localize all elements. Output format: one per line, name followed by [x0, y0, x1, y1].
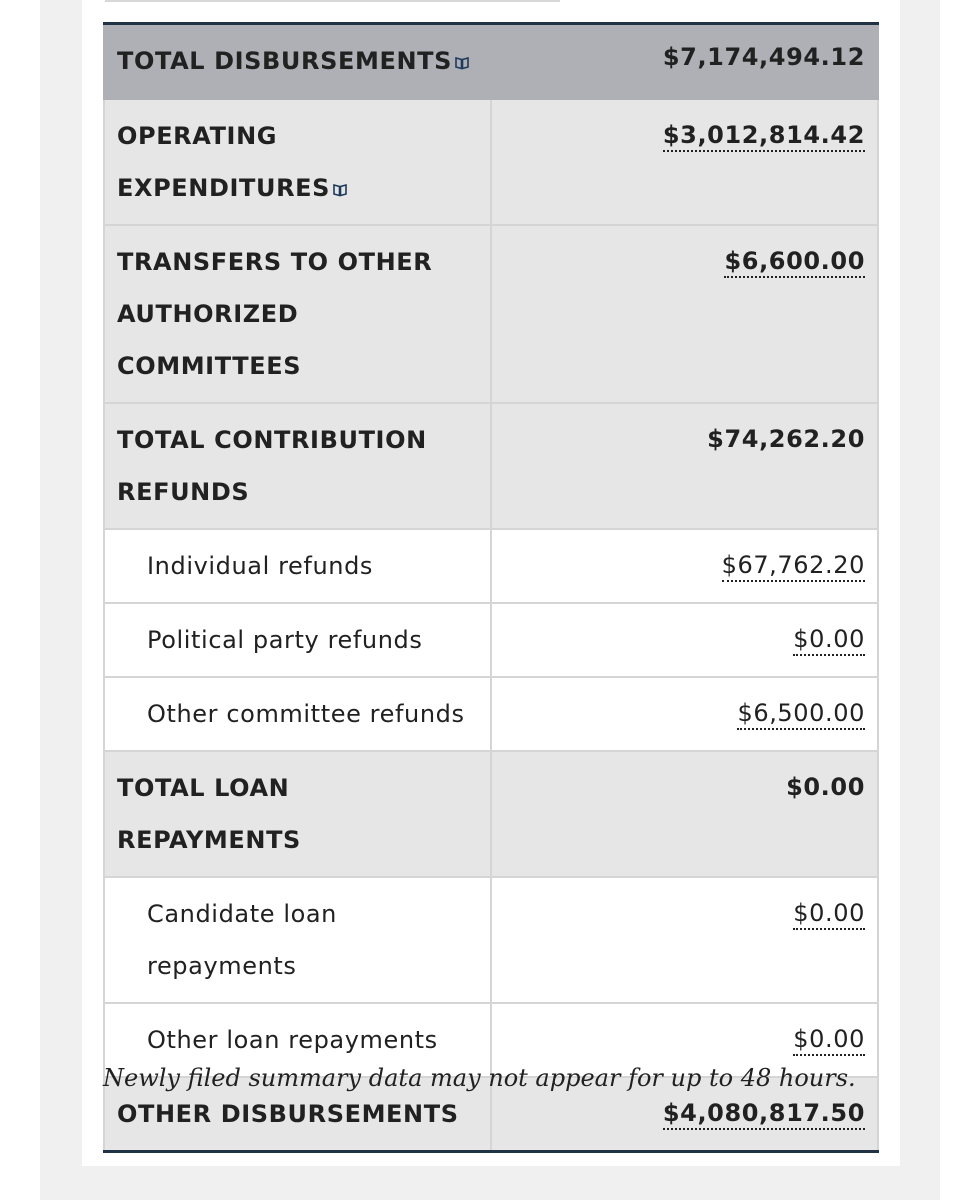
disbursements-summary-table [103, 22, 879, 1153]
individual-refunds-amount-link[interactable]: $67,762.20 [722, 530, 877, 580]
other-committee-refunds-amount-link[interactable]: $6,500.00 [737, 678, 877, 728]
political-party-refunds-label: Political party refunds [147, 625, 423, 654]
table-row-transfers [104, 225, 878, 403]
total-loan-repayments-amount: $0.00 [786, 772, 865, 801]
total-contribution-refunds-amount: $74,262.20 [707, 424, 865, 453]
table-row-total-disbursements [104, 24, 878, 99]
table-row-other-committee-refunds [104, 677, 878, 751]
table-row-individual-refunds [104, 529, 878, 603]
table-row-candidate-loan-repayments [104, 877, 878, 1003]
political-party-refunds-amount-link[interactable]: $0.00 [793, 604, 877, 654]
total-contribution-refunds-label: TOTAL CONTRIBUTION REFUNDS [117, 425, 427, 506]
operating-expenditures-label: OPERATING EXPENDITURES [117, 121, 331, 202]
other-disbursements-amount-link[interactable]: $4,080,817.50 [663, 1078, 877, 1128]
table-row-total-contribution-refunds [104, 403, 878, 529]
total-disbursements-label: TOTAL DISBURSEMENTS [117, 47, 453, 76]
glossary-book-icon[interactable] [333, 183, 347, 197]
transfers-label: TRANSFERS TO OTHER AUTHORIZED COMMITTEES [117, 247, 433, 380]
data-delay-note: Newly filed summary data may not appear for up to 48 hours. [103, 1064, 856, 1092]
total-disbursements-amount: $7,174,494.12 [662, 43, 865, 72]
other-loan-repayments-amount-link[interactable]: $0.00 [793, 1004, 877, 1054]
candidate-loan-repayments-amount-link[interactable]: $0.00 [793, 878, 877, 928]
total-loan-repayments-label: TOTAL LOAN REPAYMENTS [117, 773, 301, 854]
table-row-total-loan-repayments [104, 751, 878, 877]
individual-refunds-label: Individual refunds [147, 551, 374, 580]
total-disbursements-label-cell [104, 24, 491, 99]
other-committee-refunds-label: Other committee refunds [147, 699, 465, 728]
table-row-operating-expenditures [104, 99, 878, 225]
table-row-political-party-refunds [104, 603, 878, 677]
operating-expenditures-amount-link[interactable]: $3,012,814.42 [663, 100, 877, 150]
other-loan-repayments-label: Other loan repayments [147, 1025, 438, 1054]
total-disbursements-amount-cell [491, 24, 878, 99]
previous-section-edge [105, 0, 560, 2]
glossary-book-icon[interactable] [455, 56, 469, 70]
candidate-loan-repayments-label: Candidate loan repayments [147, 899, 337, 980]
transfers-amount-link[interactable]: $6,600.00 [724, 226, 877, 276]
other-disbursements-label: OTHER DISBURSEMENTS [117, 1099, 459, 1128]
